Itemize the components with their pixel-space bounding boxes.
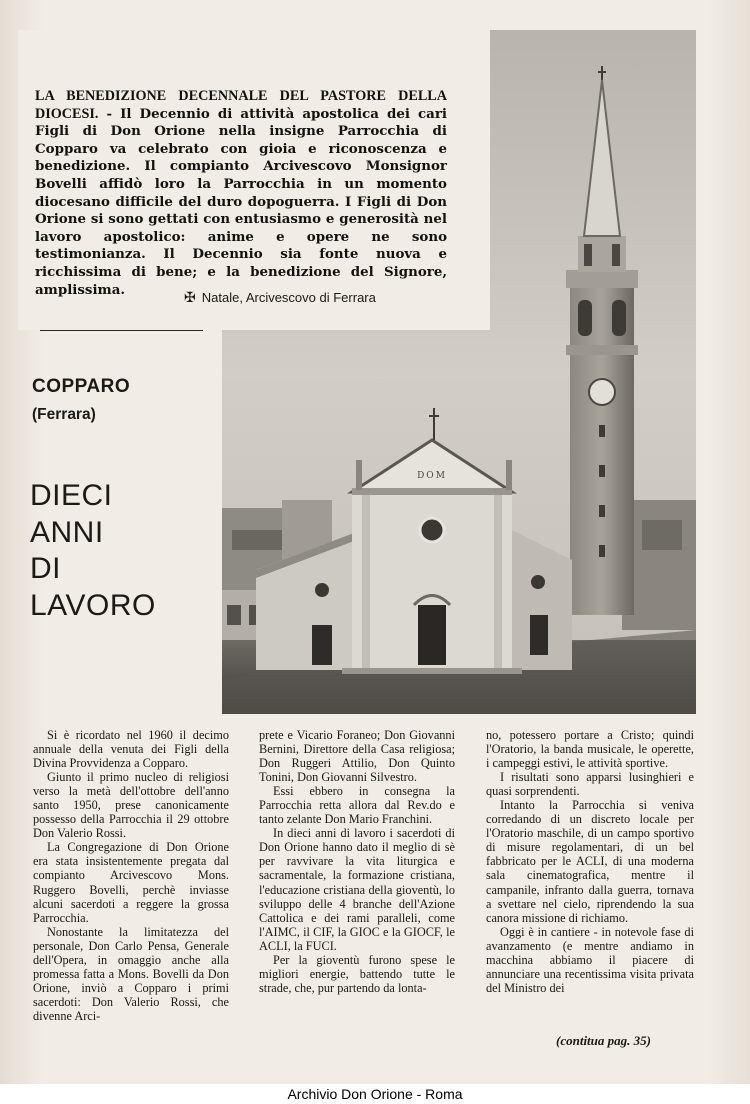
divider-rule bbox=[40, 330, 203, 331]
footer-text: Archivio Don Orione - Roma bbox=[287, 1086, 463, 1102]
signature-text: Natale, Arcivescovo di Ferrara bbox=[201, 290, 376, 305]
archive-footer bbox=[0, 1084, 750, 1104]
intro-message bbox=[35, 88, 447, 299]
paragraph: no, potessero portare a Cristo; quindi l'Oratorio, la banda musicale, le operette, i campeggi estivi, le attività sportive. bbox=[486, 728, 694, 771]
location-province: (Ferrara) bbox=[32, 406, 96, 423]
cross-icon: ✠ bbox=[184, 289, 196, 305]
article-title bbox=[30, 478, 156, 624]
intro-heading: LA BENEDIZIONE DECENNALE DEL PASTORE DELLA DIOCESI. bbox=[35, 88, 447, 122]
paragraph: Essi ebbero in consegna la Parrocchia retta allora dal Rev.do e tanto zelante Don Mario Franchini. bbox=[259, 784, 455, 827]
paragraph: Giunto il primo nucleo di religiosi verso la metà dell'ottobre dell'anno santo 1950, prese canonicamente possesso della Parrocchia il 29 ottobre Don Valerio Rossi. bbox=[33, 770, 229, 841]
paragraph: Per la gioventù furono spese le migliori energie, battendo tutte le strade, che, pur partendo da lonta- bbox=[259, 952, 455, 995]
location-title: COPPARO bbox=[32, 376, 131, 397]
paragraph: prete e Vicario Foraneo; Don Giovanni Bernini, Direttore della Casa religiosa; Don Ruggeri Attilio, Don Quinto Tonini, Don Giovanni Silvestro. bbox=[259, 728, 455, 785]
intro-body: - Il Decennio di attività apostolica dei cari Figli di Don Orione nella insigne Parrocchia di Copparo va celebrato con gioia e riconoscenza e benedizione. Il compianto Arcivescovo Monsignor Bovelli affidò loro la Parrocchia in un momento diocesano difficile del duro dopoguerra. I Figli di Don Orione si sono gettati con entusiasmo e generosità nel lavoro apostolico: anime e opere ne sono testimonianza. Il Decennio sia fonte nuova e ricchissima di bene; e la benedizione del Signore, amplissima. bbox=[35, 105, 447, 298]
title-line: LAVORO bbox=[30, 588, 156, 622]
continued-note: (contitua pag. 35) bbox=[556, 1033, 651, 1048]
title-line: DIECI bbox=[30, 479, 113, 512]
facade-inscription: DOM bbox=[417, 471, 447, 481]
paragraph: In dieci anni di lavoro i sacerdoti di Don Orione hanno dato il meglio di sè per ravvivare la vita liturgica e sacramentale, la formazione cristiana, l'educazione cristiana della gioventù, lo sviluppo delle 4 branche dell'Azione Cattolica e dei rami paralleli, come l'AIMC, il CIF, la GIOC e la GIOCF, le ACLI, la FUCI. bbox=[259, 826, 455, 953]
title-line: DI bbox=[30, 552, 61, 585]
title-line: ANNI bbox=[30, 515, 104, 549]
paragraph: Intanto la Parrocchia si veniva corredando di un discreto locale per l'Oratorio maschile, di un campo sportivo di misure regolamentari, di un bel fabbricato per le ACLI, di una moderna sala cinematografica, mentre il campanile, infranto dalla guerra, tornava a svettare nel cielo, riprendendo la sua canora missione di richiamo. bbox=[486, 798, 694, 925]
article-column-1 bbox=[33, 728, 229, 1023]
paragraph: La Congregazione di Don Orione era stata insistentemente pregata dal compianto Arcivescovo Mons. Ruggero Bovelli, perchè inviasse alcuni sacerdoti a reggere la grossa Parrocchia. bbox=[33, 840, 229, 925]
article-column-3 bbox=[486, 728, 694, 995]
paragraph: Oggi è in cantiere - in notevole fase di avanzamento (e mentre andiamo in macchina abbiamo il piacere di annunciare una recentissima visita privata del Ministro dei bbox=[486, 924, 694, 995]
article-column-2 bbox=[259, 728, 455, 995]
paragraph: Si è ricordato nel 1960 il decimo annuale della venuta dei Figli della Divina Provvidenza a Copparo. bbox=[33, 728, 229, 771]
paragraph: I risultati sono apparsi lusinghieri e quasi sorprendenti. bbox=[486, 770, 694, 799]
signature bbox=[184, 289, 450, 306]
paragraph: Nonostante la limitatezza del personale, Don Carlo Pensa, Generale dell'Opera, in omaggio anche alla promessa fatta a Mons. Bovelli da Don Orione, inviò a Copparo i primi sacerdoti: Don Valerio Rossi, che divenne Arci- bbox=[33, 924, 229, 1023]
